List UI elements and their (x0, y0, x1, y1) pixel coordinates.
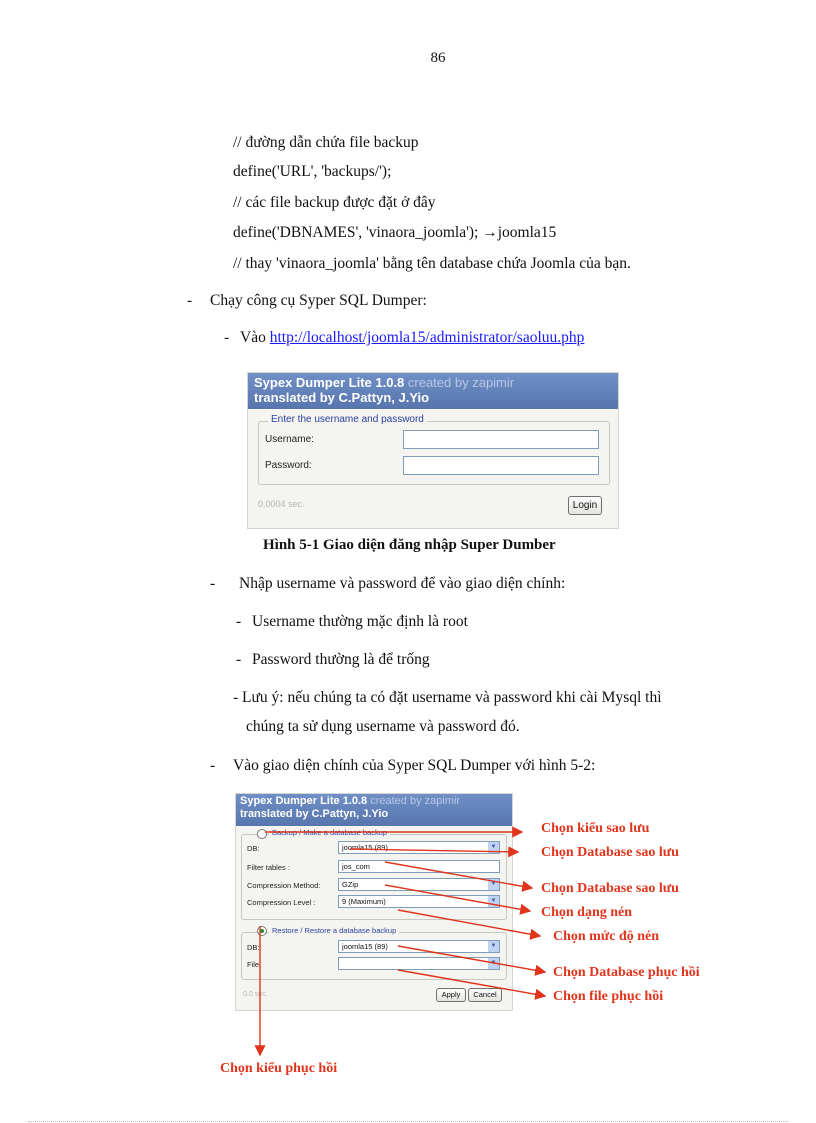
code-line-3: // các file backup được đặt ở đây (233, 194, 436, 211)
restore-db-label: DB: (247, 943, 260, 952)
login-button[interactable]: Login (568, 496, 602, 515)
bullet-run-tool: Chạy công cụ Syper SQL Dumper: (210, 292, 427, 309)
chevron-down-icon: ▼ (488, 896, 499, 907)
bullet-enter-credentials: Nhập username và password để vào giao diện chính: (239, 575, 566, 592)
annotation-compression-level: Chọn mức độ nén (553, 929, 660, 944)
chevron-down-icon: ▼ (488, 842, 499, 853)
filter-tables-input[interactable]: jos_com (338, 860, 500, 873)
bullet-visit-prefix: Vào (240, 329, 270, 346)
bullet-username-default: Username thường mặc định là root (252, 613, 468, 630)
dash-bullet: - (187, 292, 193, 309)
window-title-dim: created by zapimir (367, 795, 461, 807)
backup-legend: Backup / Make a database backup (269, 828, 390, 837)
window-title-main: Sypex Dumper Lite 1.0.8 (240, 795, 368, 807)
compression-level-value: 9 (Maximum) (342, 897, 386, 906)
db-label: DB: (247, 844, 260, 853)
apply-button[interactable]: Apply (436, 988, 466, 1002)
annotation-restore-file: Chọn file phục hồi (553, 989, 664, 1004)
code-line-1: // đường dẫn chứa file backup (233, 134, 419, 151)
filter-label: Filter tables : (247, 863, 290, 872)
code-line-2: define('URL', 'backups/'); (233, 163, 392, 180)
compression-method-label: Compression Method: (247, 881, 321, 890)
username-label: Username: (265, 434, 314, 445)
page-number: 86 (430, 50, 446, 66)
window-title-main: Sypex Dumper Lite 1.0.8 (254, 375, 405, 390)
chevron-down-icon: ▼ (488, 879, 499, 890)
note-line-2: chúng ta sử dụng username và password đó. (246, 718, 520, 735)
annotation-backup-db: Chọn Database sao lưu (541, 845, 679, 860)
annotation-backup-type: Chọn kiểu sao lưu (541, 821, 650, 836)
dash-bullet: - (210, 757, 216, 774)
window-title-dim: created by zapimir (404, 375, 515, 390)
bullet-main-ui: Vào giao diện chính của Syper SQL Dumper với hình 5-2: (233, 757, 596, 774)
arrow-compression-level (398, 910, 540, 936)
annotation-restore-type: Chọn kiểu phục hồi (220, 1061, 338, 1076)
dash-bullet: - (210, 575, 216, 592)
file-label: File: (247, 960, 262, 969)
note-line-1: - Lưu ý: nếu chúng ta có đặt username và password khi cài Mysql thì (233, 689, 662, 706)
right-arrow-icon: → (482, 224, 498, 241)
cancel-button[interactable]: Cancel (468, 988, 502, 1002)
figure-caption-1: Hình 5-1 Giao diện đăng nhập Super Dumber (263, 537, 556, 553)
password-label: Password: (265, 460, 312, 471)
restore-legend: Restore / Restore a database backup (269, 926, 399, 935)
annotation-compression-type: Chọn dạng nén (541, 905, 633, 920)
dash-bullet: - (236, 613, 242, 630)
timer-text: 0.0004 sec. (258, 499, 305, 509)
arrow-backup-db (350, 849, 518, 852)
code-arrow-suffix: joomla15 (497, 224, 557, 241)
arrow-restore-file (398, 970, 545, 996)
window-title-line2: translated by C.Pattyn, J.Yio (254, 390, 430, 405)
code-line-4-text: define('DBNAMES', 'vinaora_joomla'); (233, 224, 483, 241)
login-legend: Enter the username and password (268, 414, 427, 425)
annotation-restore-db: Chọn Database phục hồi (553, 965, 700, 980)
code-line-5: // thay 'vinaora_joomla' bằng tên database chứa Joomla của bạn. (233, 255, 631, 272)
chevron-down-icon: ▼ (488, 941, 499, 952)
compression-method-value: GZip (342, 880, 359, 889)
dash-bullet: - (236, 651, 242, 668)
chevron-down-icon: ▼ (488, 958, 499, 969)
compression-level-label: Compression Level : (247, 898, 316, 907)
annotation-backup-db-2: Chọn Database sao lưu (541, 881, 679, 896)
window-title-line2: translated by C.Pattyn, J.Yio (240, 808, 389, 820)
restore-db-value: joomla15 (89) (342, 942, 388, 951)
arrow-compression-method (385, 885, 530, 911)
db-select-value: joomla15 (89) (342, 843, 388, 852)
arrow-restore-db (398, 946, 545, 972)
timer-text: 0.0 sec. (243, 991, 268, 998)
saoluu-link[interactable]: http://localhost/joomla15/administrator/saoluu.php (269, 329, 585, 346)
dash-bullet: - (224, 329, 230, 346)
arrow-filter-tables (385, 862, 532, 888)
bullet-password-default: Password thường là để trống (252, 651, 430, 668)
footer-rule (28, 1121, 788, 1122)
